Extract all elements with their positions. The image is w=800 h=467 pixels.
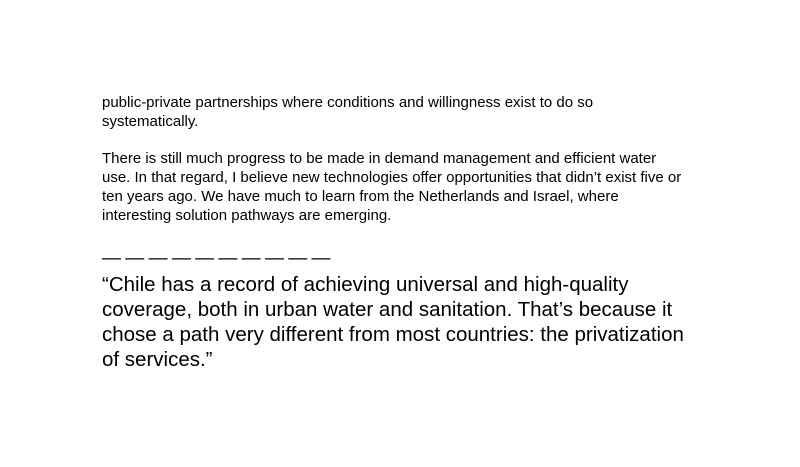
document-page (102, 93, 742, 372)
body-paragraph: public-private partnerships where conditions and willingness exist to do so systematically. (102, 94, 594, 130)
body-paragraph: There is still much progress to be made in demand management and efficient water use. In that regard, I believe new technologies offer opportunities that didn’t exist five or ten years ago. We have much to learn from the Netherlands and Israel, where interesting solution pathways are emerging. (102, 150, 682, 224)
pull-quote: “Chile has a record of achieving universal and high-quality coverage, both in urban water and sanitation. That’s because it chose a path very different from most countries: the privatization of services.” (102, 273, 684, 371)
section-separator: — — — — — — — — — — (102, 248, 331, 269)
